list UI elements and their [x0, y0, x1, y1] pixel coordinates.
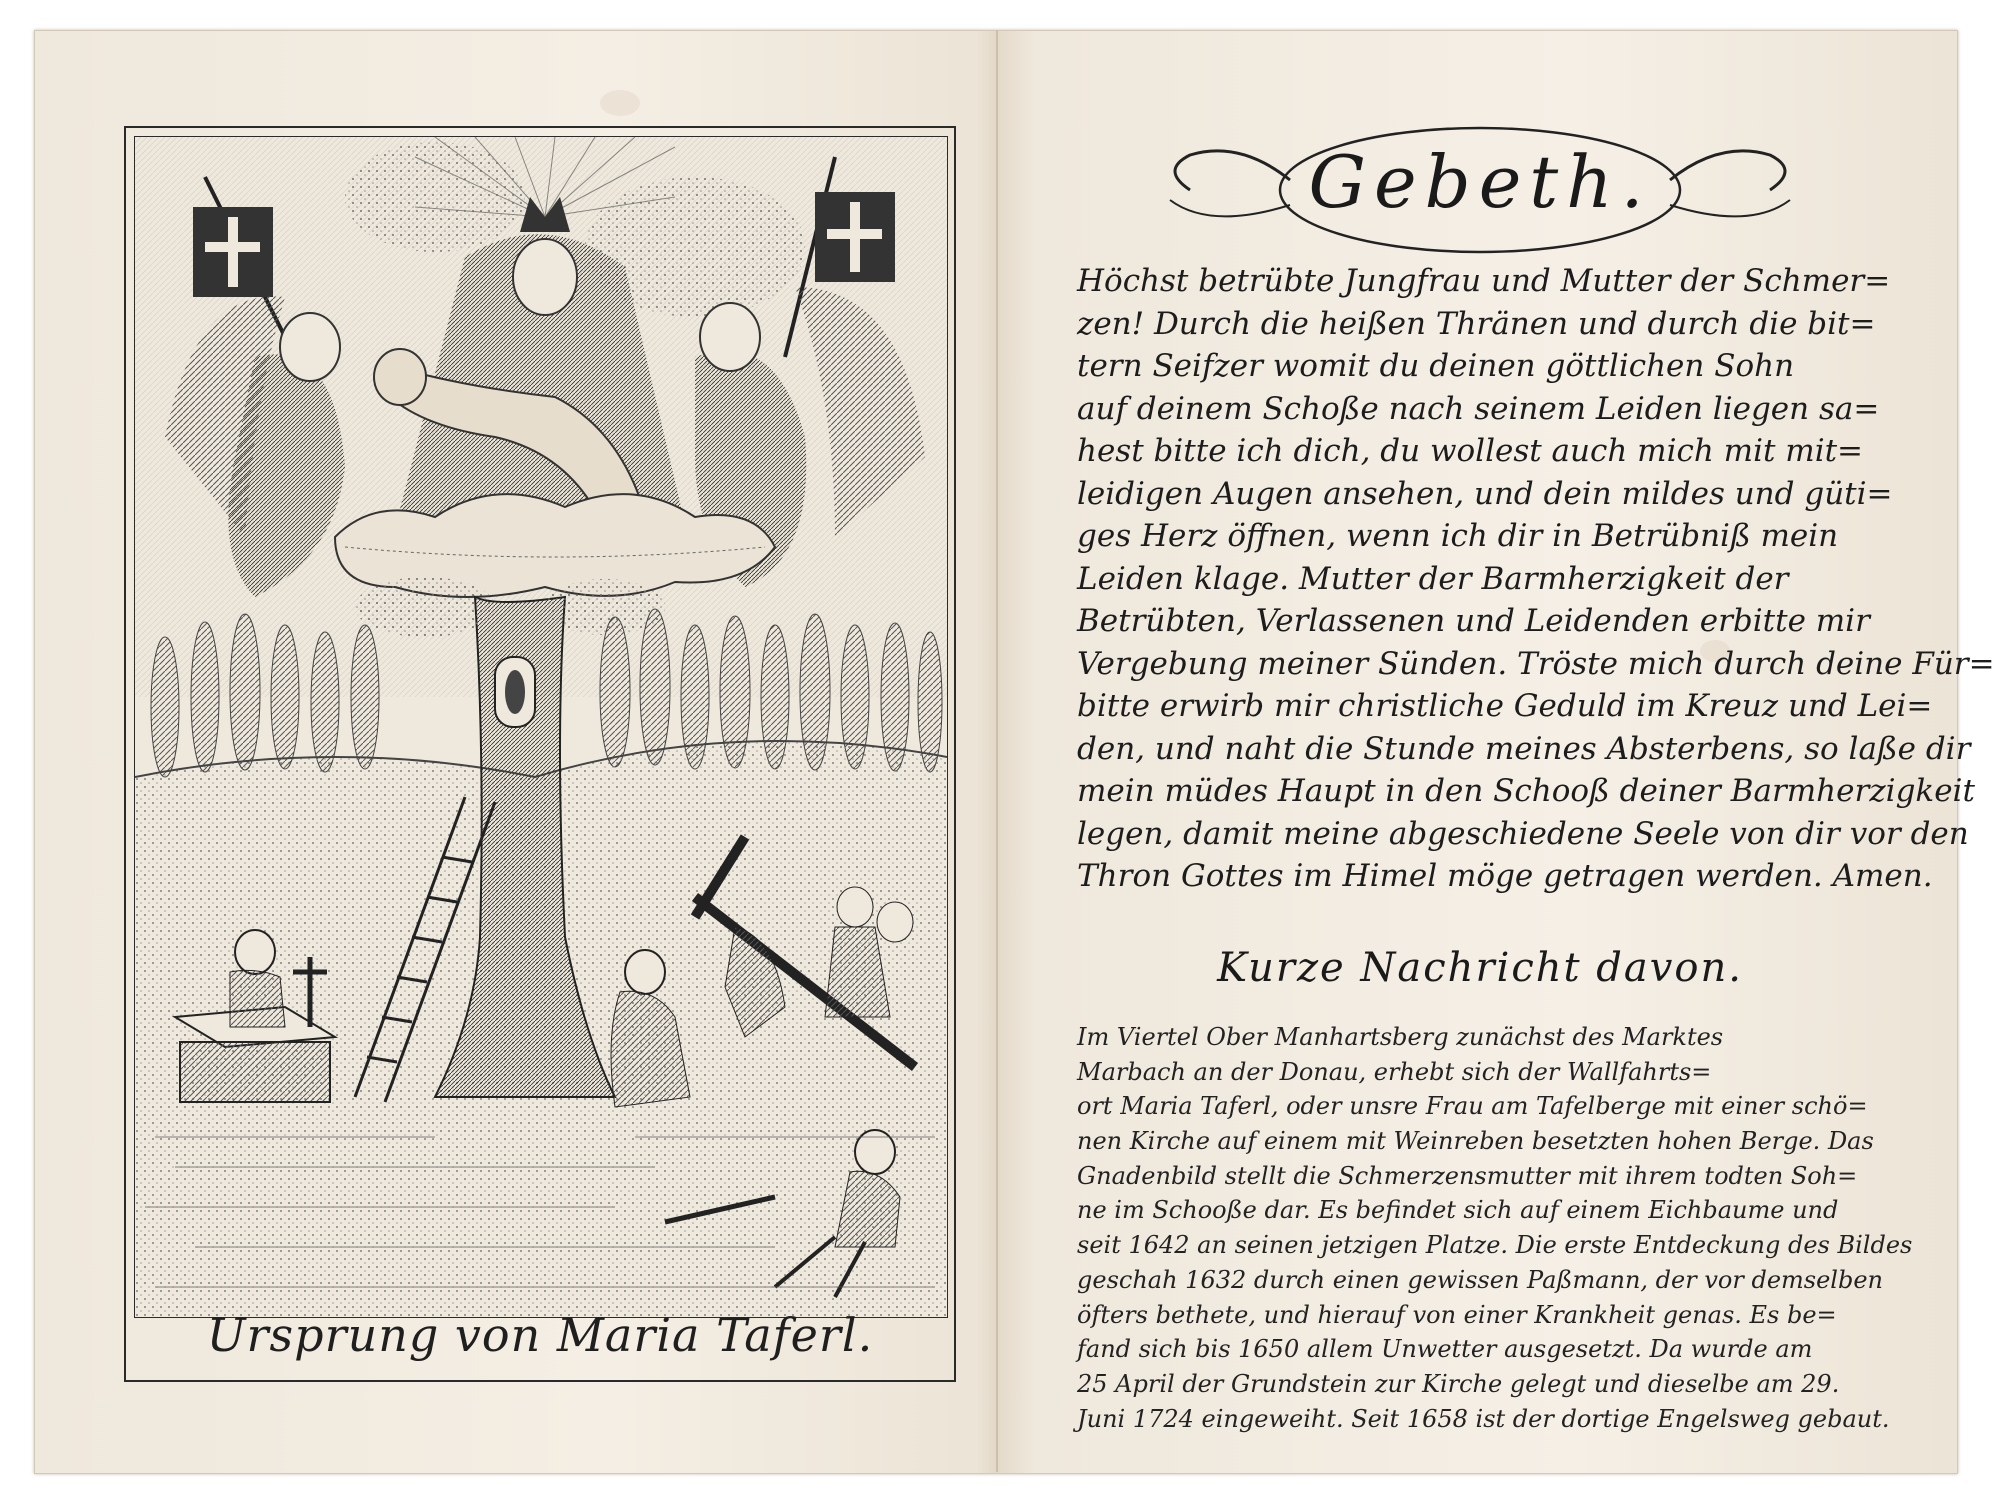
prayer-line: Betrübten, Verlassenen und Leidenden erbitte mir [1077, 603, 1870, 639]
history-line: Marbach an der Donau, erhebt sich der Wallfahrts= [1077, 1057, 1712, 1086]
prayer-line: den, und naht die Stunde meines Absterbens, so laße dir [1077, 730, 1971, 767]
history-line: ne im Schooße dar. Es befindet sich auf einem Eichbaume und [1077, 1196, 1839, 1225]
prayer-line: tern Seifzer womit du deinen göttlichen Sohn [1077, 348, 1795, 384]
history-text [1077, 1020, 1913, 1436]
prayer-line: zen! Durch die heißen Thränen und durch die bit= [1077, 305, 1876, 342]
engraving-caption: Ursprung von Maria Taferl. [206, 1308, 874, 1362]
prayer-line: bitte erwirb mir christliche Geduld im Kreuz und Lei= [1077, 688, 1933, 724]
engraving-illustration [135, 137, 947, 1317]
title-block [1040, 110, 1920, 260]
text-page [1040, 110, 1995, 1450]
engraving-frame [124, 126, 956, 1382]
paper-stain [600, 90, 640, 116]
history-line: seit 1642 an seinen jetzigen Platze. Die erste Entdeckung des Bildes [1077, 1231, 1913, 1260]
prayer-line: leidigen Augen ansehen, und dein mildes und güti= [1077, 475, 1893, 512]
prayer-line: Leiden klage. Mutter der Barmherzigkeit der [1077, 560, 1789, 597]
history-line: öfters bethete, und hierauf von einer Krankheit genas. Es be= [1077, 1300, 1837, 1329]
prayer-line: mein müdes Haupt in den Schooß deiner Barmherzigkeit [1077, 773, 1975, 809]
history-line: 25 April der Grundstein zur Kirche gelegt und dieselbe am 29. [1077, 1369, 1840, 1398]
prayer-title: Gebeth. [1308, 140, 1652, 224]
prayer-line: ges Herz öffnen, wenn ich dir in Betrübniß mein [1077, 518, 1839, 554]
prayer-line: hest bitte ich dich, du wollest auch mich mit mit= [1077, 433, 1864, 469]
history-subtitle: Kurze Nachricht davon. [1217, 945, 1743, 991]
prayer-line: Vergebung meiner Sünden. Tröste mich durch deine Für= [1077, 645, 1995, 682]
history-line: ort Maria Taferl, oder unsre Frau am Tafelberge mit einer schö= [1077, 1092, 1868, 1121]
history-line: Juni 1724 eingeweiht. Seit 1658 ist der dortige Engelsweg gebaut. [1077, 1404, 1890, 1433]
center-fold [996, 30, 998, 1472]
history-line: geschah 1632 durch einen gewissen Paßmann, der vor demselben [1077, 1265, 1884, 1294]
prayer-text [1077, 260, 1995, 898]
prayer-line: Thron Gottes im Himel möge getragen werden. Amen. [1077, 858, 1933, 894]
prayer-line: Höchst betrübte Jungfrau und Mutter der Schmer= [1077, 263, 1891, 299]
history-line: Gnadenbild stellt die Schmerzensmutter mit ihrem todten Soh= [1077, 1161, 1858, 1190]
history-line: fand sich bis 1650 allem Unwetter ausgesetzt. Da wurde am [1077, 1335, 1813, 1364]
prayer-line: legen, damit meine abgeschiedene Seele von dir vor den [1077, 815, 1969, 852]
engraving-image [134, 136, 948, 1318]
prayer-line: auf deinem Schoße nach seinem Leiden liegen sa= [1077, 390, 1880, 427]
history-line: Im Viertel Ober Manhartsberg zunächst des Marktes [1077, 1023, 1724, 1051]
history-line: nen Kirche auf einem mit Weinreben besetzten hohen Berge. Das [1077, 1127, 1874, 1156]
